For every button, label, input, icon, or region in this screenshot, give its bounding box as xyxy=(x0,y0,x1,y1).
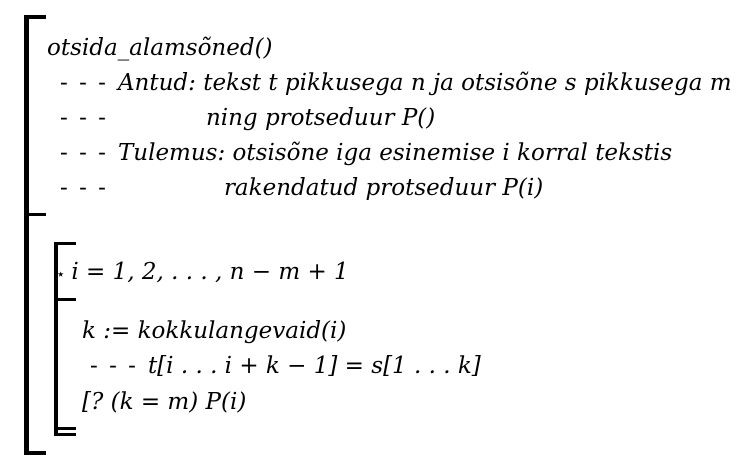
comment-text-1: Antud: tekst t pikkusega n ja otsisõne s pikkusega m xyxy=(117,70,732,96)
outer-bracket-top xyxy=(24,15,46,19)
comment-line-4 xyxy=(60,174,543,202)
star-icon: ⋆ xyxy=(56,265,66,283)
loop-assign xyxy=(82,317,346,345)
loop-bracket-bottom-1 xyxy=(54,427,76,430)
outer-bracket-bottom xyxy=(24,451,46,455)
comment-text-2: ning protseduur P() xyxy=(205,105,436,131)
loop-bracket-top xyxy=(54,242,76,245)
comment-dash: - - - xyxy=(60,70,108,96)
comment-dash: - - - xyxy=(60,105,108,131)
procedure-name xyxy=(47,34,273,62)
loop-assign-text: k := kokkulangevaid(i) xyxy=(82,318,347,344)
outer-bracket-vertical xyxy=(24,15,29,455)
comment-text-3: Tulemus: otsisõne iga esinemise i korral tekstis xyxy=(117,140,673,166)
loop-comment xyxy=(90,352,481,380)
comment-text-4: rakendatud protseduur P(i) xyxy=(223,175,544,201)
comment-line-2 xyxy=(60,104,435,132)
comment-dash: - - - xyxy=(60,140,108,166)
comment-dash: - - - xyxy=(90,353,138,379)
loop-bracket-divider xyxy=(54,298,76,301)
loop-header xyxy=(56,258,349,288)
loop-condition-text: [? (k = m) P(i) xyxy=(82,389,247,415)
comment-dash: - - - xyxy=(60,175,108,201)
loop-condition xyxy=(82,388,246,416)
comment-line-3 xyxy=(60,139,672,167)
loop-header-text: i = 1, 2, . . . , n − m + 1 xyxy=(71,259,349,285)
loop-bracket-bottom-2 xyxy=(54,433,76,436)
procedure-name-text: otsida_alamsõned() xyxy=(47,35,273,61)
outer-bracket-divider xyxy=(24,213,46,216)
comment-line-1 xyxy=(60,69,732,97)
loop-comment-text: t[i . . . i + k − 1] = s[1 . . . k] xyxy=(147,353,481,379)
